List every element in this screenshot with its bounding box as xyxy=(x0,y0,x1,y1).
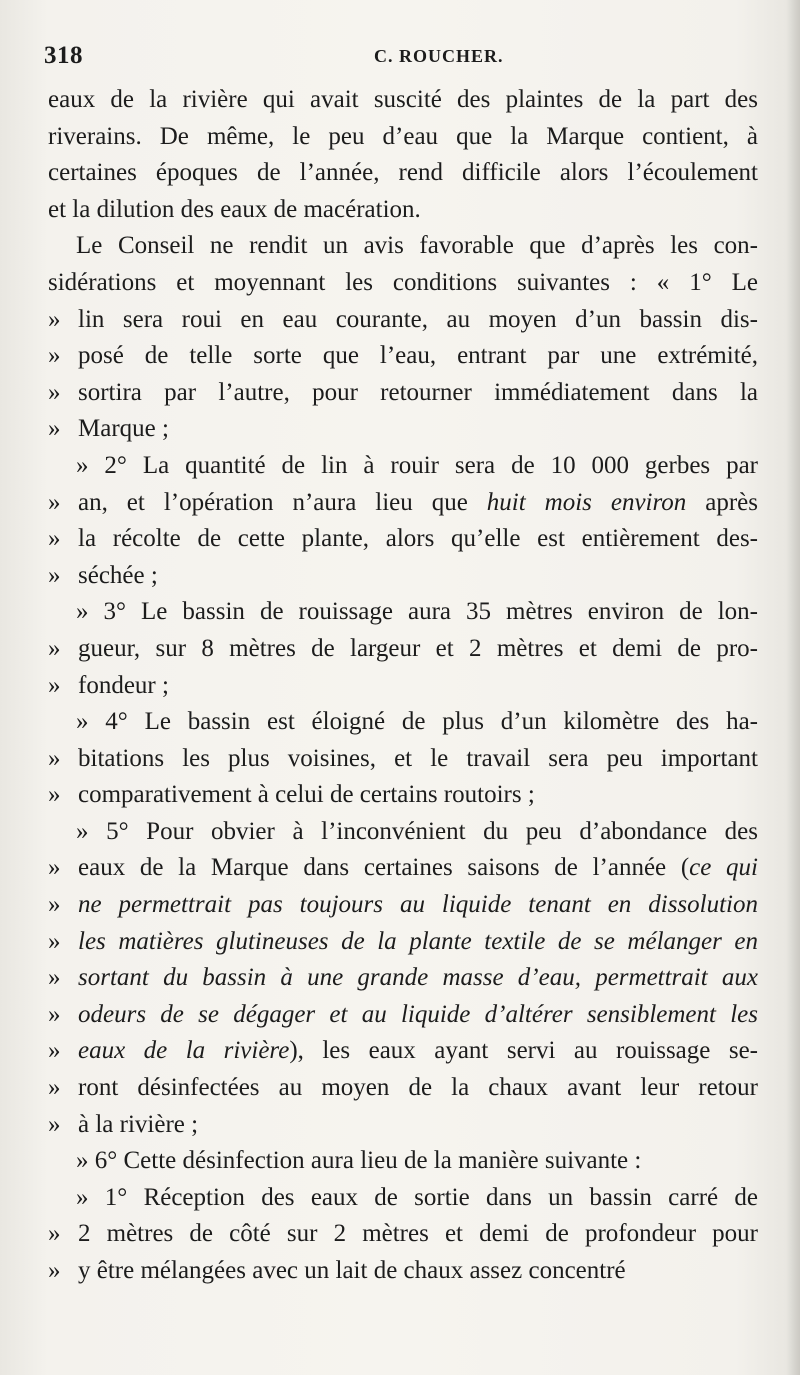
text-line xyxy=(48,1216,758,1253)
text-run: sidérations et moyennant les conditions suivantes : « 1° Le xyxy=(48,268,758,296)
text-line xyxy=(48,668,758,705)
text-run: après xyxy=(686,488,758,516)
text-line xyxy=(48,192,758,229)
quotation-mark: » xyxy=(48,744,61,772)
text-run: » 5° Pour obvier à l’inconvénient du peu d’abondance des xyxy=(76,817,758,845)
quotation-mark: » xyxy=(48,525,61,553)
quotation-mark: » xyxy=(48,1037,61,1065)
page-header xyxy=(44,42,764,76)
italic-text-run: sortant du bassin à une grande masse d’eau, permettrait aux xyxy=(78,964,758,992)
text-line xyxy=(48,265,758,302)
italic-text-run: odeurs de se dégager et au liquide d’altérer sensiblement les xyxy=(78,1000,758,1028)
line-body xyxy=(78,668,758,705)
text-line xyxy=(48,887,758,924)
page-edge-shadow xyxy=(786,0,800,1375)
paragraph xyxy=(48,704,758,814)
quotation-mark: » xyxy=(48,1000,61,1028)
text-line xyxy=(48,521,758,558)
text-line xyxy=(48,228,758,265)
line-body xyxy=(78,338,758,375)
quotation-mark: » xyxy=(48,305,61,333)
paragraph xyxy=(48,1180,758,1290)
running-head: C. ROUCHER. xyxy=(374,46,504,66)
text-line xyxy=(48,814,758,851)
line-body xyxy=(78,558,758,595)
quotation-mark: » xyxy=(48,854,61,882)
paragraph xyxy=(48,448,758,594)
quotation-mark: » xyxy=(48,1220,61,1248)
italic-text-run: les matières glutineuses de la plante textile de se mélanger en xyxy=(78,927,758,955)
text-line xyxy=(48,997,758,1034)
line-body xyxy=(78,302,758,339)
text-run: eaux de la Marque dans certaines saisons de l’année ( xyxy=(78,854,690,882)
quotation-mark: » xyxy=(48,1257,61,1284)
line-body xyxy=(78,741,758,778)
paragraph xyxy=(48,594,758,704)
text-line xyxy=(48,850,758,887)
text-line xyxy=(48,155,758,192)
line-body xyxy=(78,960,758,997)
text-run: ront désinfectées au moyen de la chaux avant leur retour xyxy=(78,1074,758,1102)
text-line xyxy=(48,1107,758,1144)
paragraph xyxy=(48,228,758,448)
text-run: posé de telle sorte que l’eau, entrant par une extrémité, xyxy=(78,342,758,370)
text-run: eaux de la rivière qui avait suscité des plaintes de la part des xyxy=(48,86,758,113)
text-run: riverains. De même, le peu d’eau que la Marque contient, à xyxy=(48,122,758,150)
quotation-mark: » xyxy=(48,671,61,699)
text-line xyxy=(48,777,758,814)
line-body xyxy=(78,1070,758,1107)
text-line xyxy=(48,82,758,119)
text-run: » 4° Le bassin est éloigné de plus d’un kilomètre des ha- xyxy=(76,708,758,736)
quotation-mark: » xyxy=(48,781,61,809)
quotation-mark: » xyxy=(48,927,61,955)
text-run: gueur, sur 8 mètres de largeur et 2 mètres et demi de pro- xyxy=(78,634,758,662)
text-line xyxy=(48,338,758,375)
text-line xyxy=(48,302,758,339)
line-body xyxy=(78,1216,758,1253)
line-body xyxy=(78,997,758,1034)
text-run: lin sera roui en eau courante, au moyen d’un bassin dis- xyxy=(78,305,758,333)
quotation-mark: » xyxy=(48,964,61,992)
text-run: » 2° La quantité de lin à rouir sera de 10 000 gerbes par xyxy=(76,451,758,479)
quotation-mark: » xyxy=(48,891,61,919)
text-run: 2 mètres de côté sur 2 mètres et demi de profondeur pour xyxy=(78,1220,758,1248)
text-line xyxy=(48,1180,758,1217)
text-run: séchée ; xyxy=(78,561,158,589)
italic-text-run: ce qui xyxy=(689,854,758,882)
text-run: ), les eaux ayant servi au rouissage se- xyxy=(289,1037,758,1065)
text-run: Marque ; xyxy=(78,415,169,443)
text-line xyxy=(48,594,758,631)
text-run: » 3° Le bassin de rouissage aura 35 mètres environ de lon- xyxy=(76,598,758,626)
text-run: Le Conseil ne rendit un avis favorable que d’après les con- xyxy=(76,232,758,260)
text-line xyxy=(48,1143,758,1180)
text-line xyxy=(48,1033,758,1070)
text-line xyxy=(48,704,758,741)
text-run: et la dilution des eaux de macération. xyxy=(48,195,421,223)
line-body xyxy=(78,1033,758,1070)
line-body xyxy=(78,924,758,961)
text-line xyxy=(48,411,758,448)
text-line xyxy=(48,1070,758,1107)
quotation-mark: » xyxy=(48,561,61,589)
line-body xyxy=(78,850,758,887)
italic-text-run: eaux de la rivière xyxy=(78,1037,290,1065)
text-line xyxy=(48,1253,758,1290)
line-body xyxy=(78,375,758,412)
text-line xyxy=(48,448,758,485)
line-body xyxy=(78,1253,758,1290)
line-body xyxy=(78,411,758,448)
quotation-mark: » xyxy=(48,634,61,662)
italic-text-run: huit mois environ xyxy=(486,488,687,516)
quotation-mark: » xyxy=(48,378,61,406)
paragraph xyxy=(48,82,758,228)
paragraph xyxy=(48,814,758,1143)
text-line xyxy=(48,375,758,412)
line-body xyxy=(78,521,758,558)
text-run: an, et l’opération n’aura lieu que xyxy=(78,488,487,516)
quotation-mark: » xyxy=(48,1110,61,1138)
text-line xyxy=(48,960,758,997)
line-body xyxy=(78,1107,758,1144)
quotation-mark: » xyxy=(48,415,61,443)
quotation-mark: » xyxy=(48,342,61,370)
text-run: bitations les plus voisines, et le travail sera peu important xyxy=(78,744,758,772)
quotation-mark: » xyxy=(48,1074,61,1102)
text-line xyxy=(48,485,758,522)
quotation-mark: » xyxy=(48,488,61,516)
text-line xyxy=(48,924,758,961)
body-text xyxy=(48,82,758,1290)
paragraph xyxy=(48,1143,758,1180)
text-run: à la rivière ; xyxy=(78,1110,199,1138)
text-line xyxy=(48,119,758,156)
text-run: certaines époques de l’année, rend difficile alors l’écoulement xyxy=(48,159,758,187)
line-body xyxy=(78,485,758,522)
text-line xyxy=(48,631,758,668)
text-run: comparativement à celui de certains routoirs ; xyxy=(78,781,535,809)
line-body xyxy=(78,631,758,668)
text-run: » 1° Réception des eaux de sortie dans un bassin carré de xyxy=(76,1183,758,1211)
text-run: sortira par l’autre, pour retourner immédiatement dans la xyxy=(78,378,758,406)
text-run: y être mélangées avec un lait de chaux assez concentré xyxy=(78,1257,626,1284)
text-run: » 6° Cette désinfection aura lieu de la manière suivante : xyxy=(76,1147,642,1175)
text-line xyxy=(48,558,758,595)
italic-text-run: ne permettrait pas toujours au liquide tenant en dissolution xyxy=(78,891,758,919)
text-run: fondeur ; xyxy=(78,671,169,699)
page-number: 318 xyxy=(44,42,83,69)
line-body xyxy=(78,777,758,814)
line-body xyxy=(78,887,758,924)
text-run: la récolte de cette plante, alors qu’elle est entièrement des- xyxy=(78,525,758,553)
text-line xyxy=(48,741,758,778)
